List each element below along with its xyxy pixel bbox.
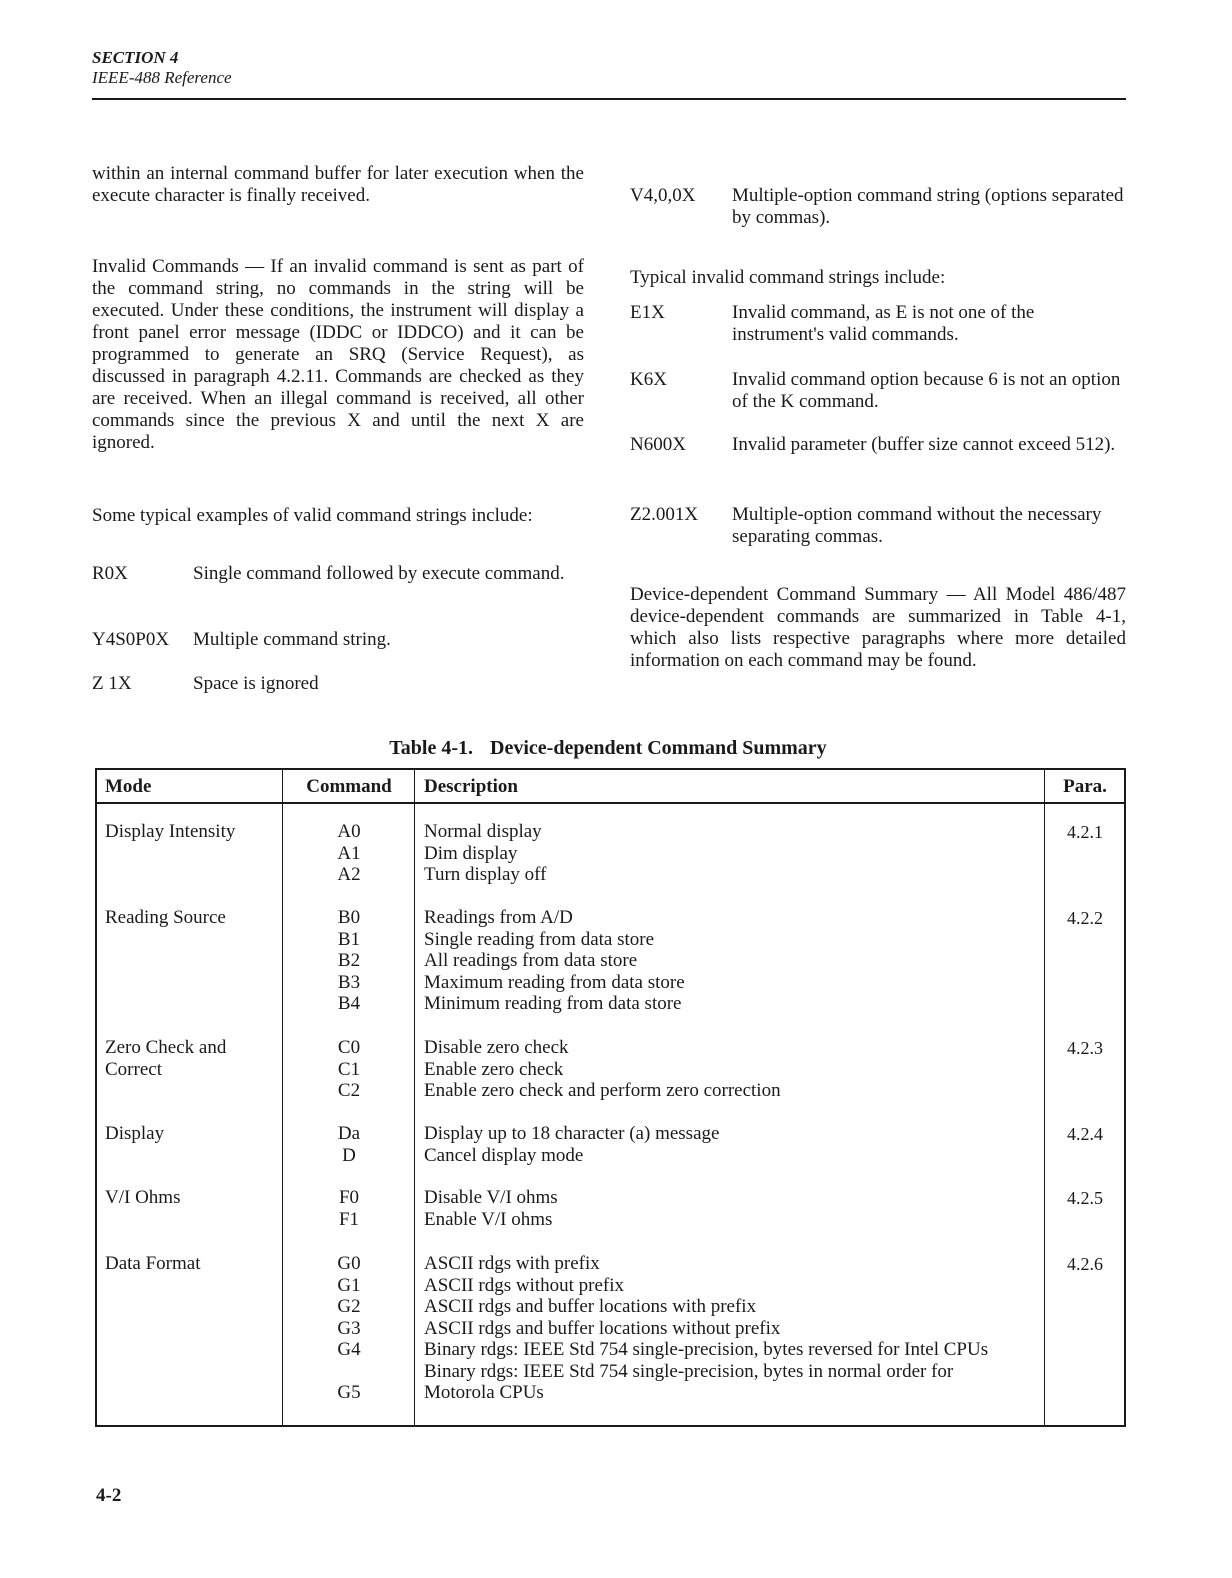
command-code: G1 (337, 1274, 361, 1296)
command-list (285, 1123, 413, 1166)
example-code: K6X (630, 369, 667, 390)
mode-label: Display (105, 1123, 165, 1144)
example-description: Multiple-option command string (options separated by commas). (732, 185, 1124, 228)
valid-examples-intro: Some typical examples of valid command strings include: (92, 505, 533, 526)
intro-paragraph: within an internal command buffer for later execution when the execute character is finally received. (92, 163, 584, 206)
command-description: Minimum reading from data store (424, 993, 682, 1014)
example-description: Multiple-option command without the necessary separating commas. (732, 504, 1102, 547)
invalid-commands-paragraph: Invalid Commands — If an invalid command is sent as part of the command string, no commands in the string will be executed. Under these conditions, the instrument will display a front panel error message (IDDC or IDDCO) and it can be programmed to generate an SRQ (Service Request), as discussed in paragraph 4.2.11. Commands are checked as they are received. When an illegal command is received, all other commands since the previous X and until the next X are ignored. (92, 256, 584, 453)
example-description: Invalid command option because 6 is not an option of the K command. (732, 369, 1121, 412)
example-code: Y4S0P0X (92, 629, 170, 650)
command-code: B2 (337, 950, 361, 971)
command-description: All readings from data store (424, 950, 638, 971)
column-header-command: Command (306, 776, 392, 797)
header-rule (92, 98, 1126, 100)
description-list (424, 1253, 1024, 1404)
command-code: C0 (337, 1037, 361, 1058)
command-description: ASCII rdgs and buffer locations without prefix (424, 1317, 781, 1339)
command-list (285, 1187, 413, 1230)
command-description: Enable V/I ohms (424, 1208, 553, 1230)
command-code: G5 (337, 1382, 361, 1403)
command-code: B4 (337, 993, 361, 1014)
section-header (92, 48, 232, 88)
table-number: Table 4-1. (389, 737, 474, 759)
command-description: Dim display (424, 842, 518, 864)
example-description: Single command followed by execute command. (193, 563, 565, 584)
command-description: Maximum reading from data store (424, 971, 685, 993)
description-list (424, 1037, 1024, 1102)
command-list (285, 907, 413, 1015)
command-description: Binary rdgs: IEEE Std 754 single-precision, bytes reversed for Intel CPUs (424, 1339, 989, 1360)
command-code: A1 (337, 842, 361, 864)
column-divider (414, 770, 415, 1425)
command-code: A0 (337, 821, 361, 842)
command-code: G0 (337, 1253, 361, 1274)
command-code: F1 (338, 1208, 360, 1230)
command-description: Readings from A/D (424, 907, 573, 928)
command-description: Enable zero check (424, 1058, 564, 1080)
paragraph-reference: 4.2.5 (1067, 1188, 1103, 1208)
example-code: E1X (630, 302, 665, 323)
description-list (424, 821, 1024, 886)
section-title: SECTION 4 (92, 48, 179, 67)
command-code: C1 (337, 1058, 361, 1080)
command-code: B1 (337, 928, 361, 950)
command-code: B3 (337, 971, 361, 993)
table-caption (0, 737, 1216, 760)
command-list (285, 1253, 413, 1404)
table-title: Device-dependent Command Summary (490, 737, 827, 759)
column-header-description: Description (424, 776, 518, 797)
header-divider (97, 802, 1124, 804)
example-description: Invalid command, as E is not one of the instrument's valid commands. (732, 302, 1035, 345)
command-code: G2 (337, 1296, 361, 1317)
paragraph-reference: 4.2.4 (1067, 1124, 1103, 1144)
example-code: Z2.001X (630, 504, 699, 525)
command-summary-paragraph: Device-dependent Command Summary — All Model 486/487 device-dependent commands are summarized in Table 4-1, which also lists respective paragraphs where more detailed information on each command may be found. (630, 584, 1126, 671)
paragraph-reference: 4.2.2 (1067, 908, 1103, 928)
column-header-mode: Mode (105, 776, 152, 797)
column-header-para: Para. (1063, 776, 1107, 797)
command-description: Turn display off (424, 864, 547, 885)
paragraph-reference: 4.2.3 (1067, 1038, 1103, 1058)
mode-label: V/I Ohms (105, 1187, 181, 1208)
mode-label: Data Format (105, 1253, 201, 1274)
paragraph-reference: 4.2.6 (1067, 1254, 1103, 1274)
mode-label: Zero Check and Correct (105, 1037, 227, 1080)
command-description: Display up to 18 character (a) message (424, 1123, 720, 1144)
column-divider (1044, 770, 1045, 1425)
command-description: Single reading from data store (424, 928, 655, 950)
example-description: Multiple command string. (193, 629, 391, 650)
invalid-examples-intro: Typical invalid command strings include: (630, 267, 946, 288)
description-list (424, 1187, 1024, 1230)
command-list (285, 1037, 413, 1102)
command-description: Binary rdgs: IEEE Std 754 single-precision, bytes in normal order for Motorola CPUs (424, 1360, 954, 1403)
command-code: G4 (337, 1339, 361, 1360)
description-list (424, 1123, 1024, 1166)
command-code: B0 (337, 907, 361, 928)
description-list (424, 907, 1024, 1015)
example-code: Z 1X (92, 673, 132, 694)
paragraph-reference: 4.2.1 (1067, 822, 1103, 842)
command-description: Enable zero check and perform zero correction (424, 1080, 781, 1101)
command-code: F0 (338, 1187, 360, 1208)
command-description: Disable zero check (424, 1037, 569, 1058)
column-divider (282, 770, 283, 1425)
command-code: G3 (337, 1317, 361, 1339)
page-number: 4-2 (96, 1485, 122, 1506)
example-code: R0X (92, 563, 128, 584)
command-code: Da (337, 1123, 361, 1144)
command-description: ASCII rdgs with prefix (424, 1253, 600, 1274)
example-description: Space is ignored (193, 673, 319, 694)
command-description: Disable V/I ohms (424, 1187, 558, 1208)
section-subtitle: IEEE-488 Reference (92, 68, 232, 87)
command-description: Normal display (424, 821, 542, 842)
mode-label: Display Intensity (105, 821, 236, 842)
command-code-spacer (285, 1361, 413, 1383)
command-description: ASCII rdgs and buffer locations with prefix (424, 1296, 757, 1317)
command-code: D (342, 1144, 356, 1166)
command-code: A2 (337, 864, 361, 885)
command-list (285, 821, 413, 886)
example-code: V4,0,0X (630, 185, 696, 206)
command-summary-table (95, 768, 1126, 1427)
command-description: ASCII rdgs without prefix (424, 1274, 625, 1296)
mode-label: Reading Source (105, 907, 226, 928)
command-code: C2 (337, 1080, 361, 1101)
example-description: Invalid parameter (buffer size cannot exceed 512). (732, 434, 1116, 455)
example-code: N600X (630, 434, 686, 455)
command-description: Cancel display mode (424, 1144, 584, 1166)
